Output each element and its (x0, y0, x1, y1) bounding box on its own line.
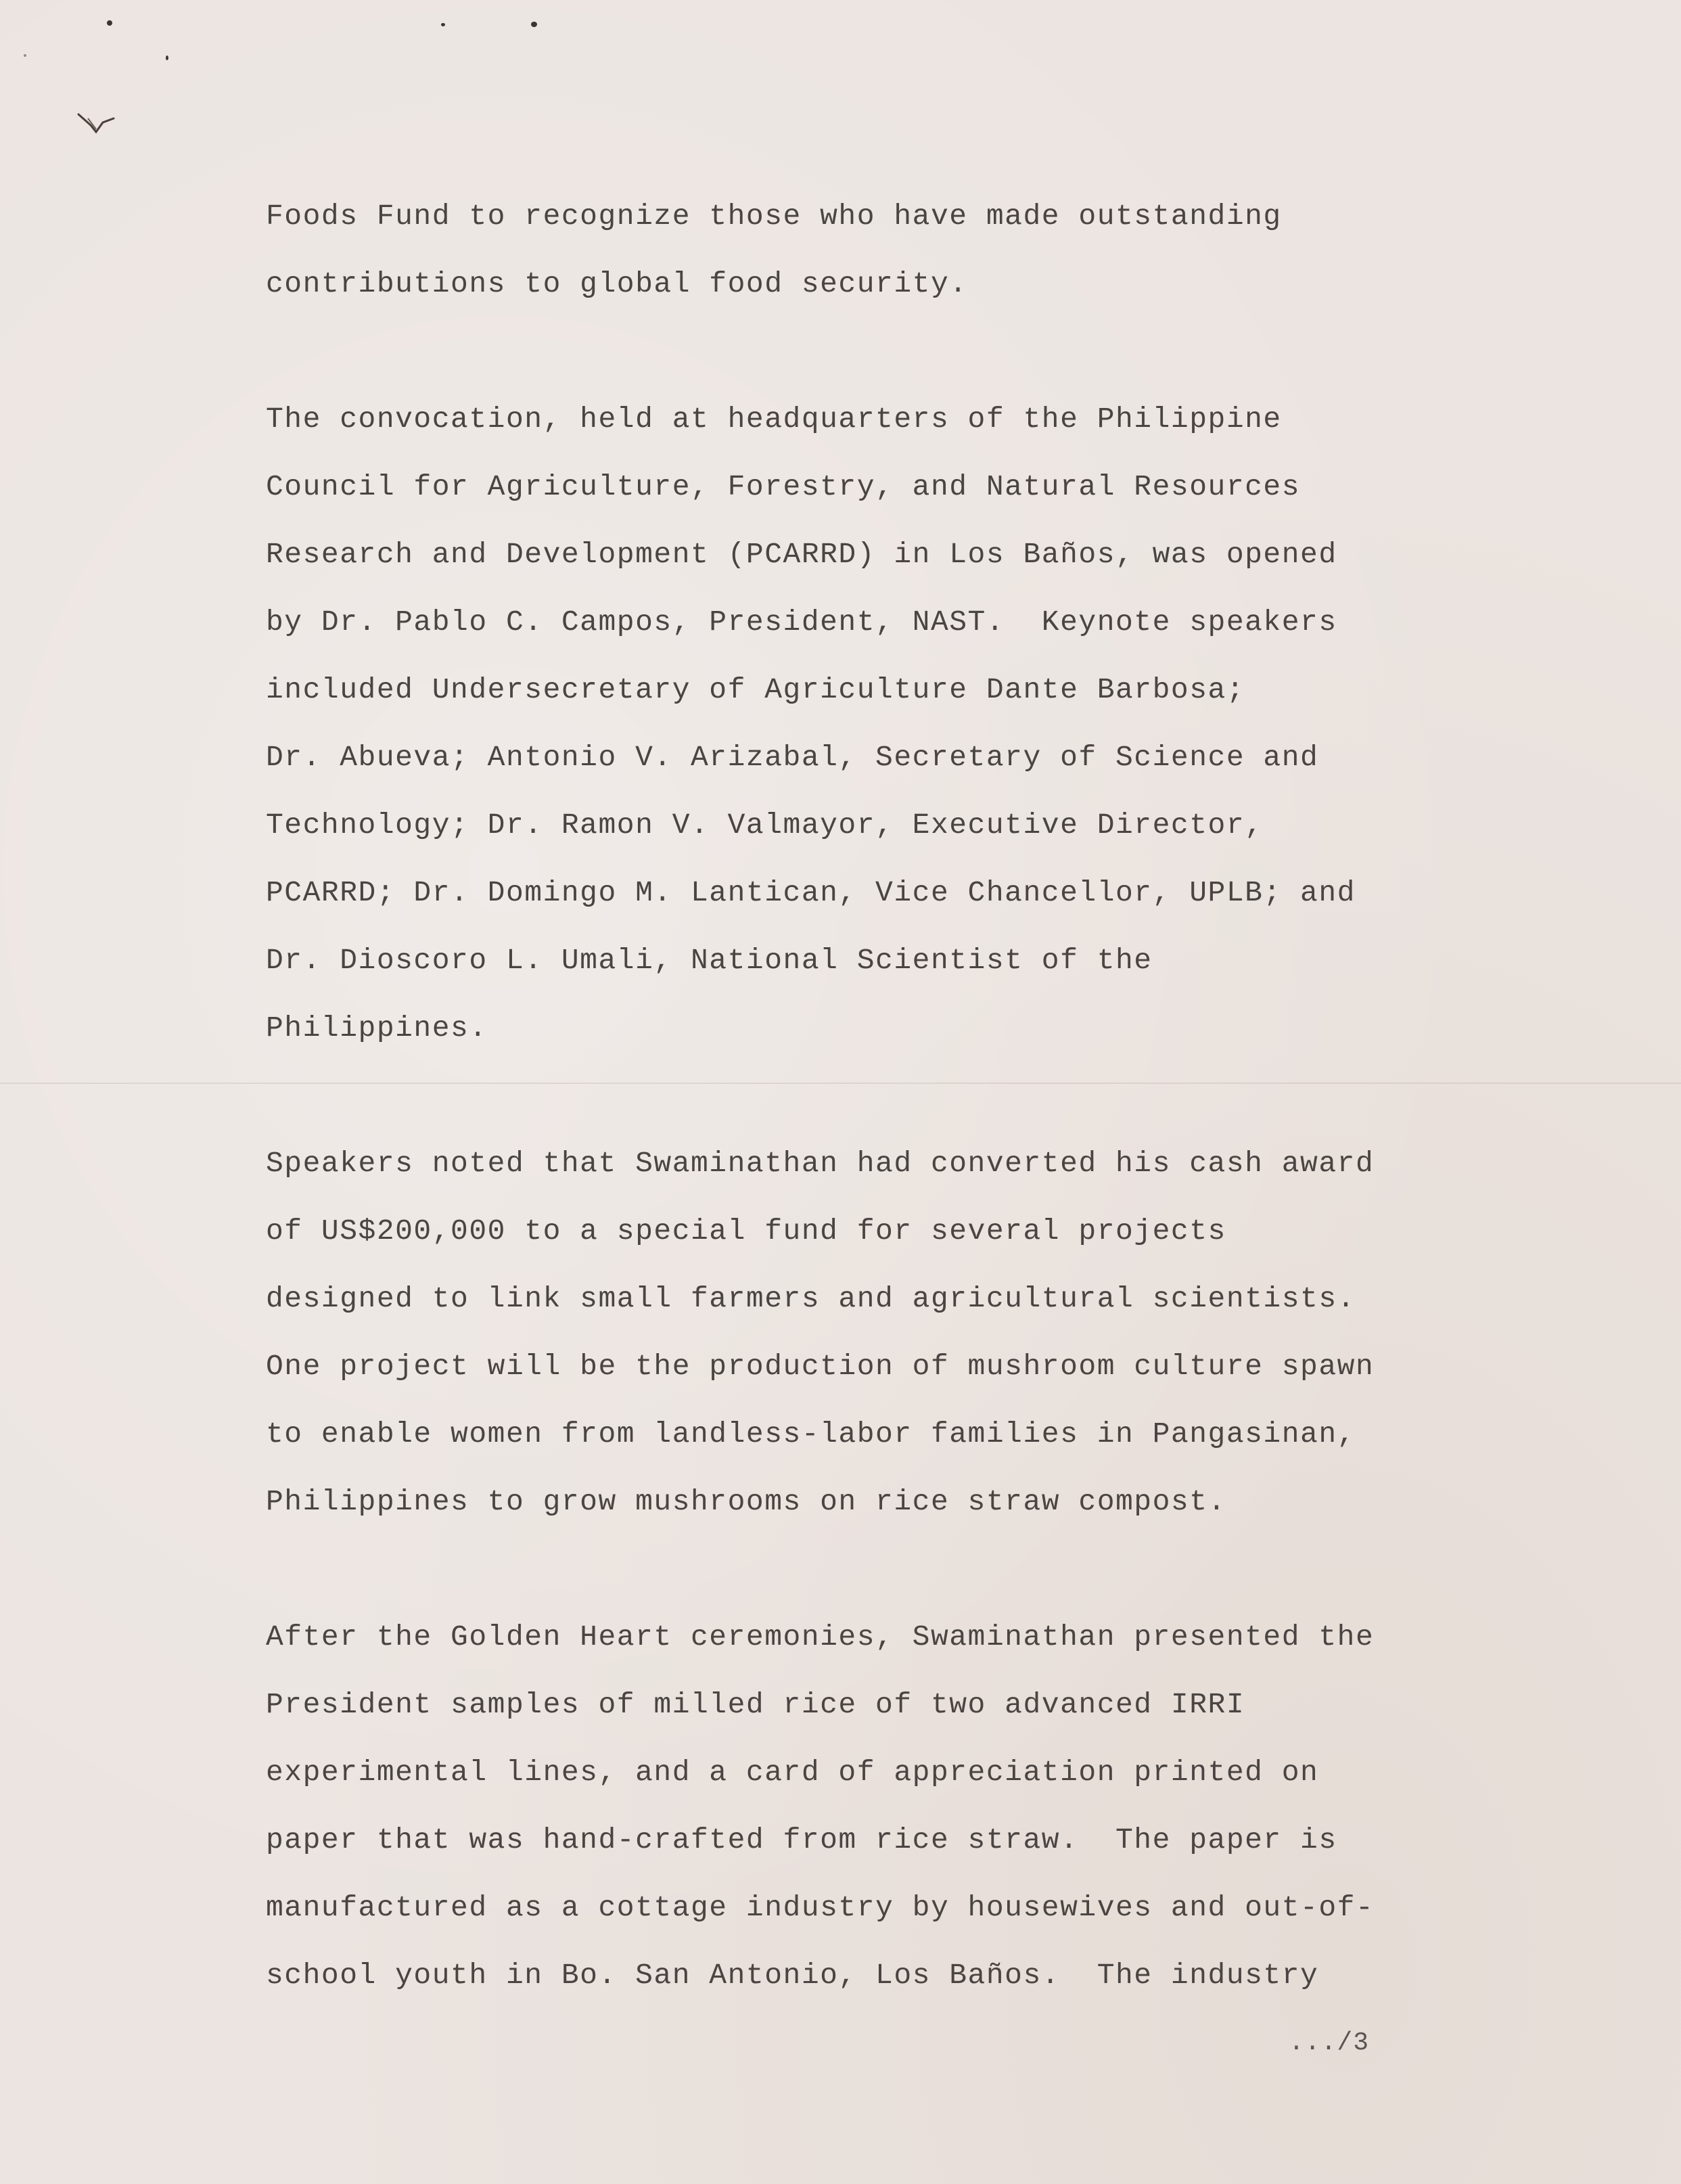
text-line: Research and Development (PCARRD) in Los Baños, was opened (266, 538, 1337, 571)
page-continuation-marker: .../3 (1289, 2028, 1370, 2057)
text-line: Philippines to grow mushrooms on rice straw compost. (266, 1485, 1226, 1518)
text-line: manufactured as a cottage industry by housewives and out-of- (266, 1891, 1375, 1924)
text-line: Technology; Dr. Ramon V. Valmayor, Executive Director, (266, 809, 1264, 842)
text-line: Dr. Abueva; Antonio V. Arizabal, Secretary of Science and (266, 741, 1319, 774)
paragraph-ceremonies (266, 1603, 1511, 2009)
ink-speck (24, 54, 26, 57)
text-line: school youth in Bo. San Antonio, Los Baños. The industry (266, 1959, 1319, 1992)
document-body (266, 183, 1511, 2077)
text-line: The convocation, held at headquarters of the Philippine (266, 403, 1282, 436)
text-line: by Dr. Pablo C. Campos, President, NAST. Keynote speakers (266, 606, 1337, 639)
text-line: to enable women from landless-labor families in Pangasinan, (266, 1417, 1356, 1451)
text-line: experimental lines, and a card of appreciation printed on (266, 1756, 1319, 1789)
text-line: Dr. Dioscoro L. Umali, National Scientist of the (266, 944, 1153, 977)
text-line: Council for Agriculture, Forestry, and Natural Resources (266, 470, 1301, 503)
text-line: designed to link small farmers and agricultural scientists. (266, 1282, 1356, 1315)
text-line: President samples of milled rice of two advanced IRRI (266, 1688, 1245, 1721)
ink-speck (531, 22, 537, 27)
ink-speck (441, 23, 445, 26)
text-line: After the Golden Heart ceremonies, Swaminathan presented the (266, 1620, 1375, 1654)
text-line: Foods Fund to recognize those who have made outstanding (266, 200, 1282, 233)
paragraph-convocation (266, 386, 1511, 1062)
text-line: of US$200,000 to a special fund for several projects (266, 1214, 1226, 1248)
text-line: paper that was hand-crafted from rice straw. The paper is (266, 1823, 1337, 1857)
ink-speck (107, 20, 112, 26)
ink-speck (166, 55, 168, 60)
text-line: Philippines. (266, 1011, 488, 1045)
text-line: One project will be the production of mushroom culture spawn (266, 1350, 1375, 1383)
paper-tear-mark (76, 105, 116, 136)
text-line: Speakers noted that Swaminathan had converted his cash award (266, 1147, 1375, 1180)
paragraph-cash-award (266, 1130, 1511, 1536)
text-line: PCARRD; Dr. Domingo M. Lantican, Vice Chancellor, UPLB; and (266, 876, 1356, 909)
text-line: included Undersecretary of Agriculture Dante Barbosa; (266, 673, 1245, 706)
paragraph-award-intro (266, 183, 1511, 318)
text-line: contributions to global food security. (266, 267, 968, 300)
